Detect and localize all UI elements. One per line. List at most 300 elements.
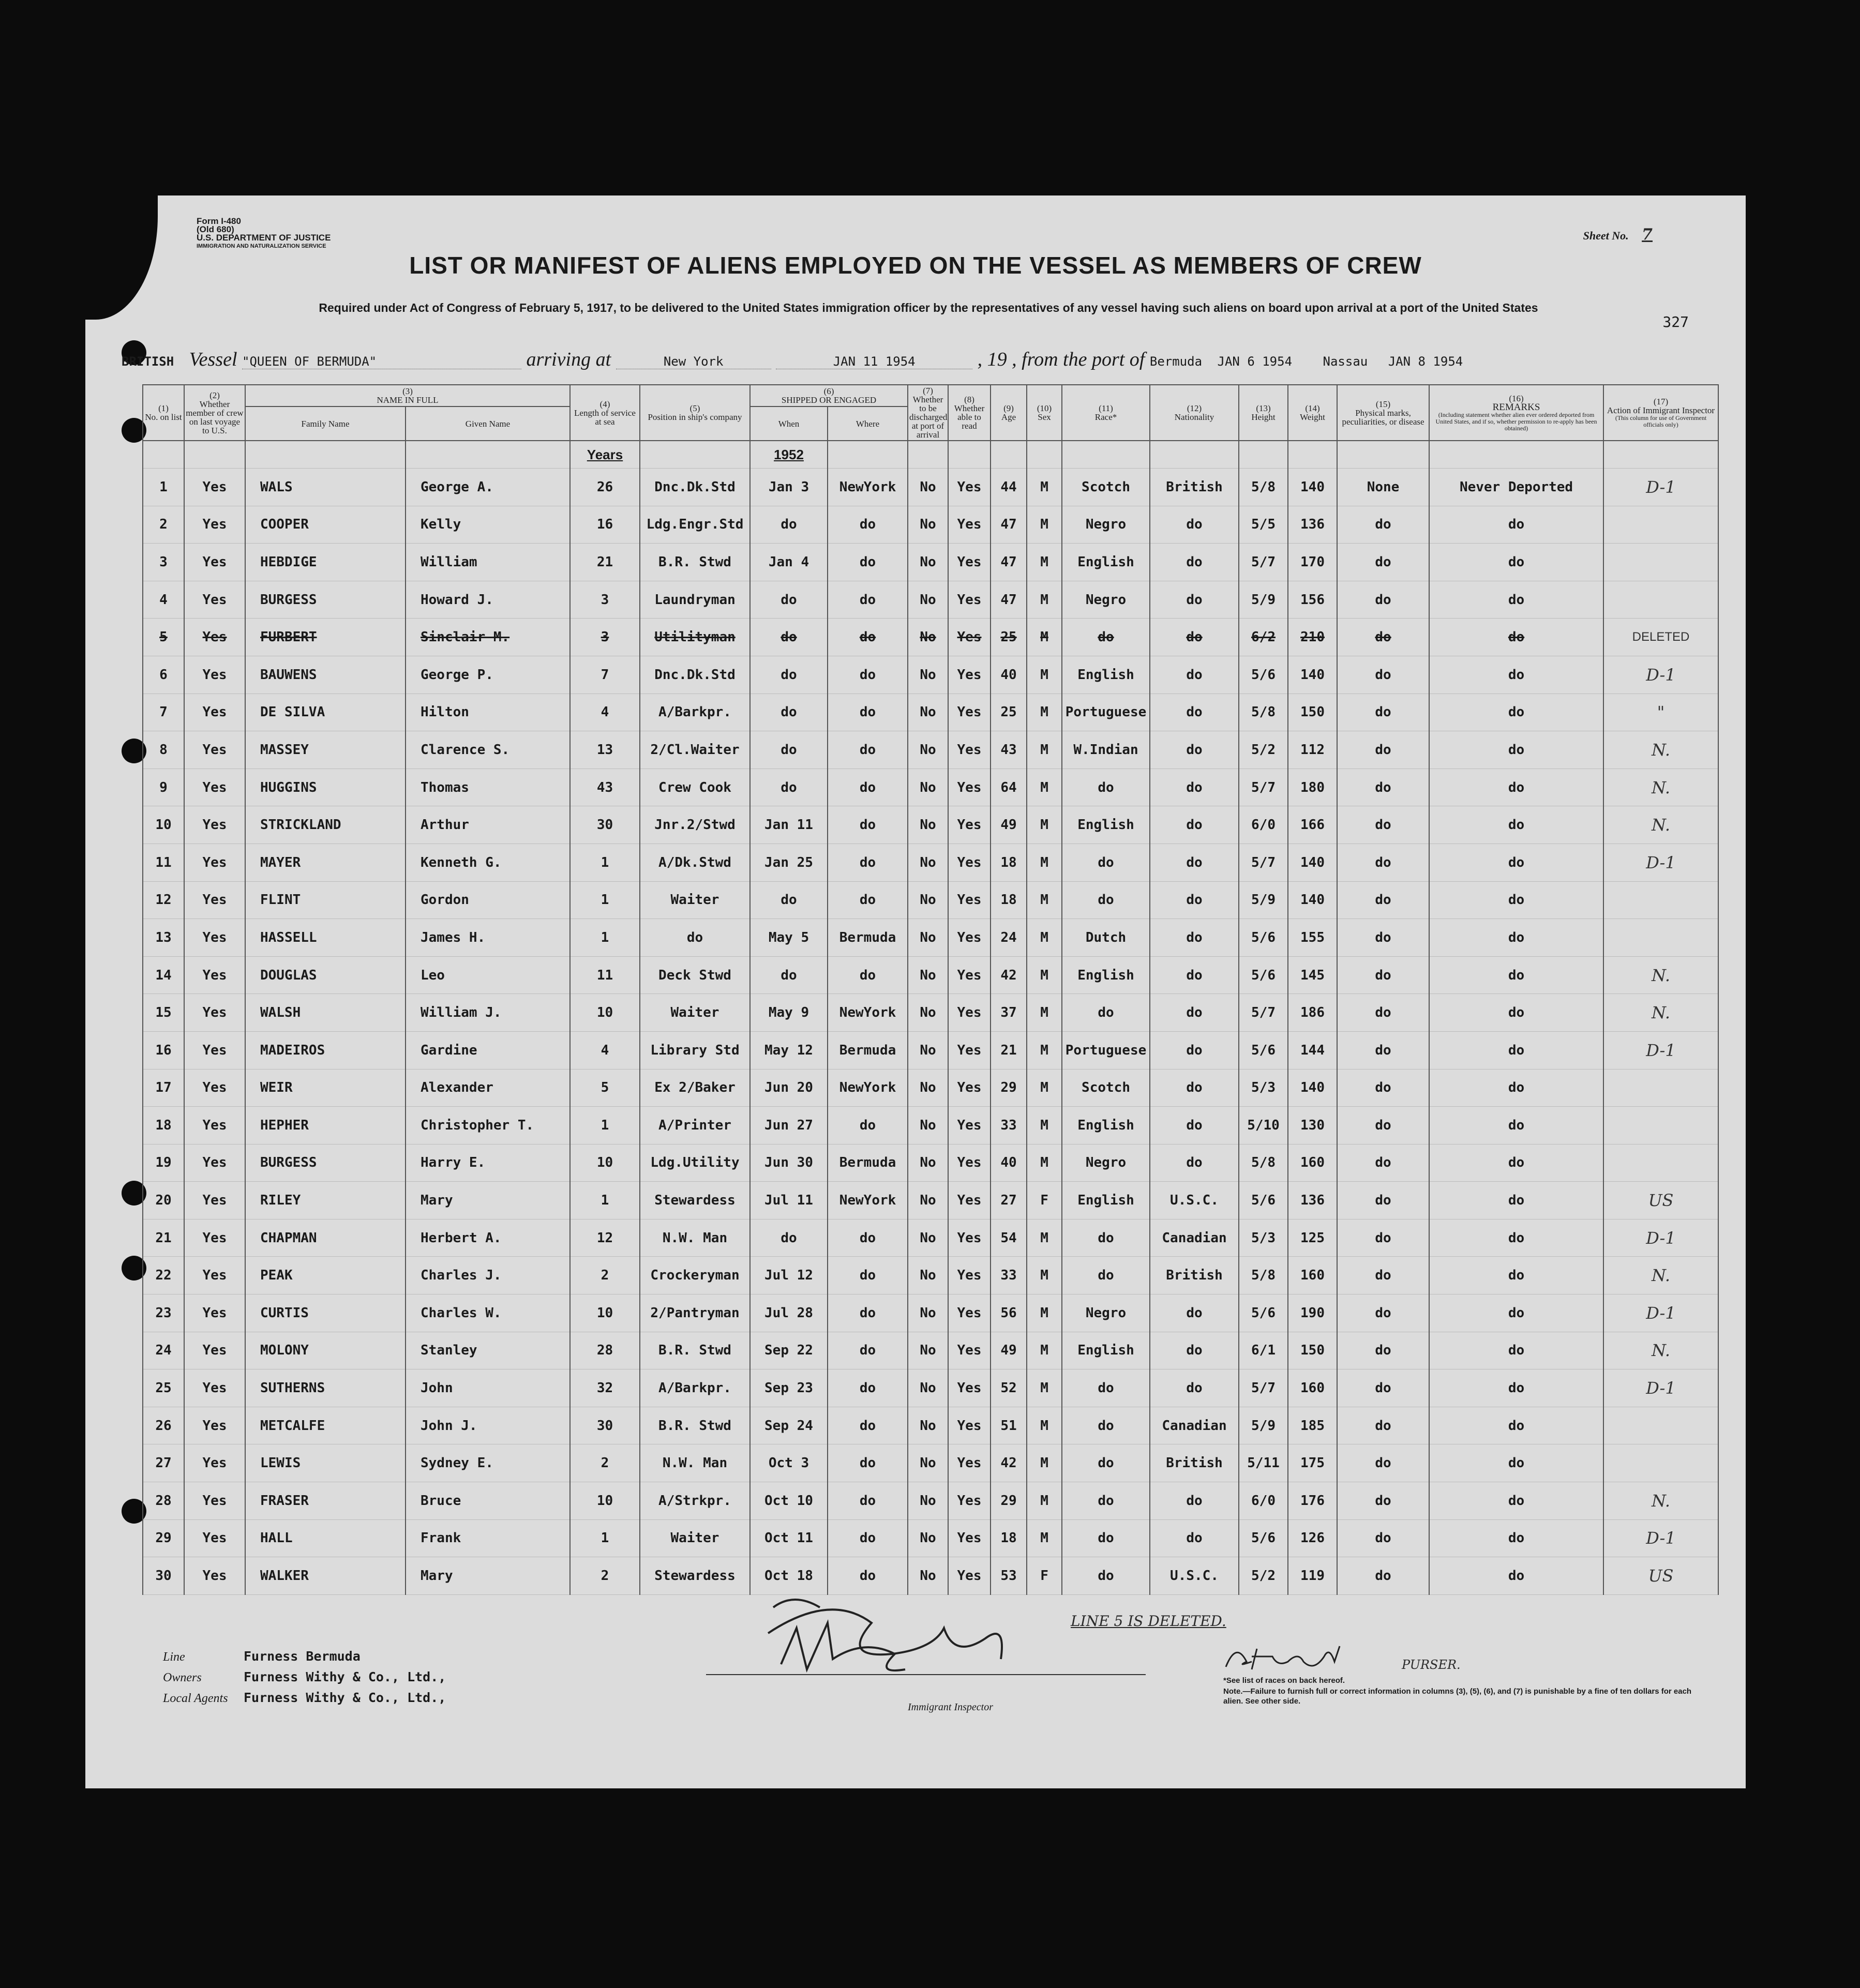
cell-weight: 180 <box>1288 769 1337 806</box>
cell-height: 6/0 <box>1239 806 1288 844</box>
cell-shipped-where: do <box>828 1369 908 1407</box>
cell-age: 43 <box>991 731 1027 769</box>
cell-crew-last-voyage: Yes <box>184 581 245 619</box>
cell-family-name: FURBERT <box>245 619 406 656</box>
cell-row-number: 2 <box>143 506 184 544</box>
cell-crew-last-voyage: Yes <box>184 1294 245 1332</box>
cell-age: 53 <box>991 1557 1027 1595</box>
cell-age: 40 <box>991 656 1027 694</box>
cell-crew-last-voyage: Yes <box>184 994 245 1032</box>
cell-physical-marks: None <box>1337 469 1429 506</box>
cell-sex: M <box>1027 956 1062 994</box>
cell-sex: M <box>1027 1482 1062 1520</box>
cell-to-be-discharged: No <box>908 1482 948 1520</box>
cell-position: Stewardess <box>640 1557 750 1595</box>
cell-physical-marks: do <box>1337 1069 1429 1107</box>
years-label: Years <box>570 441 640 469</box>
cell-race: Dutch <box>1062 919 1150 957</box>
cell-remarks: do <box>1429 1557 1603 1595</box>
cell-row-number: 29 <box>143 1519 184 1557</box>
cell-row-number: 25 <box>143 1369 184 1407</box>
cell-height: 5/6 <box>1239 1182 1288 1219</box>
cell-crew-last-voyage: Yes <box>184 881 245 919</box>
cell-shipped-where: do <box>828 1444 908 1482</box>
cell-inspector-action: DELETED <box>1603 619 1718 656</box>
cell-remarks: do <box>1429 581 1603 619</box>
cell-inspector-action <box>1603 1407 1718 1444</box>
cell-weight: 125 <box>1288 1219 1337 1257</box>
cell-given-name: James H. <box>406 919 570 957</box>
cell-physical-marks: do <box>1337 581 1429 619</box>
table-row <box>143 1219 1718 1257</box>
cell-given-name: Sydney E. <box>406 1444 570 1482</box>
cell-to-be-discharged: No <box>908 1144 948 1182</box>
cell-crew-last-voyage: Yes <box>184 1182 245 1219</box>
cell-physical-marks: do <box>1337 544 1429 581</box>
cell-shipped-where: Bermuda <box>828 1031 908 1069</box>
cell-height: 5/2 <box>1239 1557 1288 1595</box>
cell-age: 47 <box>991 506 1027 544</box>
cell-row-number: 11 <box>143 844 184 881</box>
cell-remarks: do <box>1429 1257 1603 1294</box>
cell-position: 2/Cl.Waiter <box>640 731 750 769</box>
cell-family-name: CHAPMAN <box>245 1219 406 1257</box>
cell-nationality: do <box>1150 694 1239 731</box>
cell-nationality: do <box>1150 1369 1239 1407</box>
cell-nationality: do <box>1150 1031 1239 1069</box>
cell-shipped-where: NewYork <box>828 469 908 506</box>
cell-able-to-read: Yes <box>948 1332 991 1369</box>
cell-crew-last-voyage: Yes <box>184 1069 245 1107</box>
cell-shipped-where: do <box>828 1407 908 1444</box>
col-no: (1) No. on list <box>143 385 184 441</box>
cell-physical-marks: do <box>1337 1444 1429 1482</box>
cell-able-to-read: Yes <box>948 1369 991 1407</box>
cell-able-to-read: Yes <box>948 806 991 844</box>
cell-row-number: 8 <box>143 731 184 769</box>
cell-weight: 150 <box>1288 1332 1337 1369</box>
cell-position: Crew Cook <box>640 769 750 806</box>
table-row <box>143 694 1718 731</box>
cell-family-name: WEIR <box>245 1069 406 1107</box>
cell-inspector-action: N. <box>1603 956 1718 994</box>
cell-shipped-when: do <box>750 731 828 769</box>
cell-nationality: do <box>1150 806 1239 844</box>
table-row <box>143 731 1718 769</box>
cell-given-name: Arthur <box>406 806 570 844</box>
cell-age: 18 <box>991 844 1027 881</box>
cell-shipped-when: Jun 27 <box>750 1107 828 1144</box>
cell-family-name: LEWIS <box>245 1444 406 1482</box>
cell-shipped-where: do <box>828 1294 908 1332</box>
cell-family-name: HEBDIGE <box>245 544 406 581</box>
cell-given-name: Leo <box>406 956 570 994</box>
cell-to-be-discharged: No <box>908 506 948 544</box>
cell-weight: 140 <box>1288 844 1337 881</box>
cell-age: 21 <box>991 1031 1027 1069</box>
cell-age: 18 <box>991 1519 1027 1557</box>
cell-nationality: do <box>1150 1069 1239 1107</box>
cell-row-number: 6 <box>143 656 184 694</box>
cell-height: 5/6 <box>1239 1519 1288 1557</box>
table-row <box>143 544 1718 581</box>
cell-shipped-when: Oct 3 <box>750 1444 828 1482</box>
cell-crew-last-voyage: Yes <box>184 731 245 769</box>
cell-remarks: do <box>1429 994 1603 1032</box>
cell-physical-marks: do <box>1337 694 1429 731</box>
cell-crew-last-voyage: Yes <box>184 956 245 994</box>
cell-shipped-where: do <box>828 694 908 731</box>
cell-height: 5/9 <box>1239 881 1288 919</box>
cell-to-be-discharged: No <box>908 1557 948 1595</box>
cell-race: Portuguese <box>1062 694 1150 731</box>
cell-position: Crockeryman <box>640 1257 750 1294</box>
cell-given-name: Mary <box>406 1557 570 1595</box>
cell-weight: 190 <box>1288 1294 1337 1332</box>
table-row <box>143 1182 1718 1219</box>
cell-row-number: 23 <box>143 1294 184 1332</box>
table-row <box>143 1407 1718 1444</box>
cell-length-of-service: 26 <box>570 469 640 506</box>
cell-age: 51 <box>991 1407 1027 1444</box>
cell-able-to-read: Yes <box>948 1294 991 1332</box>
table-row <box>143 506 1718 544</box>
cell-shipped-where: do <box>828 956 908 994</box>
cell-remarks: do <box>1429 731 1603 769</box>
cell-race: Negro <box>1062 1144 1150 1182</box>
cell-given-name: Harry E. <box>406 1144 570 1182</box>
cell-inspector-action <box>1603 1144 1718 1182</box>
cell-height: 5/7 <box>1239 844 1288 881</box>
cell-physical-marks: do <box>1337 844 1429 881</box>
cell-shipped-when: May 12 <box>750 1031 828 1069</box>
table-row <box>143 956 1718 994</box>
cell-height: 5/7 <box>1239 544 1288 581</box>
cell-shipped-where: NewYork <box>828 1069 908 1107</box>
cell-family-name: WALS <box>245 469 406 506</box>
cell-race: do <box>1062 1557 1150 1595</box>
col-marks: (15) Physical marks, peculiarities, or disease <box>1337 385 1429 441</box>
cell-length-of-service: 1 <box>570 881 640 919</box>
cell-sex: M <box>1027 1107 1062 1144</box>
cell-age: 47 <box>991 581 1027 619</box>
cell-weight: 155 <box>1288 919 1337 957</box>
cell-crew-last-voyage: Yes <box>184 619 245 656</box>
cell-inspector-action: D-1 <box>1603 844 1718 881</box>
cell-height: 6/2 <box>1239 619 1288 656</box>
cell-crew-last-voyage: Yes <box>184 469 245 506</box>
cell-physical-marks: do <box>1337 1144 1429 1182</box>
cell-position: Dnc.Dk.Std <box>640 469 750 506</box>
cell-length-of-service: 1 <box>570 844 640 881</box>
cell-weight: 140 <box>1288 469 1337 506</box>
cell-shipped-where: do <box>828 769 908 806</box>
cell-sex: M <box>1027 581 1062 619</box>
cell-length-of-service: 3 <box>570 619 640 656</box>
cell-race: Scotch <box>1062 1069 1150 1107</box>
cell-row-number: 22 <box>143 1257 184 1294</box>
cell-able-to-read: Yes <box>948 1144 991 1182</box>
cell-age: 33 <box>991 1257 1027 1294</box>
cell-weight: 130 <box>1288 1107 1337 1144</box>
cell-nationality: British <box>1150 1444 1239 1482</box>
cell-position: do <box>640 919 750 957</box>
cell-sex: M <box>1027 919 1062 957</box>
cell-length-of-service: 1 <box>570 1107 640 1144</box>
cell-able-to-read: Yes <box>948 956 991 994</box>
cell-inspector-action: D-1 <box>1603 1294 1718 1332</box>
cell-position: Dnc.Dk.Std <box>640 656 750 694</box>
cell-height: 5/6 <box>1239 656 1288 694</box>
races-note: *See list of races on back hereof. <box>1223 1676 1345 1685</box>
cell-given-name: Thomas <box>406 769 570 806</box>
cell-length-of-service: 3 <box>570 581 640 619</box>
cell-shipped-where: do <box>828 1332 908 1369</box>
cell-position: A/Dk.Stwd <box>640 844 750 881</box>
cell-weight: 185 <box>1288 1407 1337 1444</box>
cell-shipped-when: do <box>750 956 828 994</box>
cell-to-be-discharged: No <box>908 1519 948 1557</box>
cell-length-of-service: 30 <box>570 1407 640 1444</box>
cell-remarks: do <box>1429 1294 1603 1332</box>
cell-family-name: STRICKLAND <box>245 806 406 844</box>
cell-given-name: Christopher T. <box>406 1107 570 1144</box>
cell-given-name: Herbert A. <box>406 1219 570 1257</box>
cell-row-number: 18 <box>143 1107 184 1144</box>
table-row <box>143 769 1718 806</box>
cell-race: Negro <box>1062 581 1150 619</box>
cell-physical-marks: do <box>1337 1519 1429 1557</box>
col-height: (13) Height <box>1239 385 1288 441</box>
arrival-date-stamp: JAN 11 1954 <box>776 354 972 369</box>
cell-length-of-service: 28 <box>570 1332 640 1369</box>
table-row <box>143 1482 1718 1520</box>
cell-weight: 166 <box>1288 806 1337 844</box>
cell-given-name: Alexander <box>406 1069 570 1107</box>
cell-race: Portuguese <box>1062 1031 1150 1069</box>
cell-race: do <box>1062 1482 1150 1520</box>
cell-row-number: 14 <box>143 956 184 994</box>
cell-able-to-read: Yes <box>948 694 991 731</box>
cell-shipped-where: do <box>828 1257 908 1294</box>
cell-family-name: DE SILVA <box>245 694 406 731</box>
crew-table <box>142 384 1719 1595</box>
cell-remarks: do <box>1429 1407 1603 1444</box>
col-weight: (14) Weight <box>1288 385 1337 441</box>
cell-crew-last-voyage: Yes <box>184 694 245 731</box>
cell-inspector-action <box>1603 1444 1718 1482</box>
cell-shipped-when: do <box>750 506 828 544</box>
cell-family-name: MAYER <box>245 844 406 881</box>
cell-inspector-action: D-1 <box>1603 1519 1718 1557</box>
cell-length-of-service: 1 <box>570 1182 640 1219</box>
cell-length-of-service: 11 <box>570 956 640 994</box>
cell-given-name: Hilton <box>406 694 570 731</box>
cell-race: English <box>1062 956 1150 994</box>
cell-able-to-read: Yes <box>948 1482 991 1520</box>
cell-weight: 119 <box>1288 1557 1337 1595</box>
col-nationality: (12) Nationality <box>1150 385 1239 441</box>
cell-to-be-discharged: No <box>908 656 948 694</box>
cell-length-of-service: 10 <box>570 1294 640 1332</box>
cell-position: 2/Pantryman <box>640 1294 750 1332</box>
cell-weight: 145 <box>1288 956 1337 994</box>
cell-inspector-action: D-1 <box>1603 1369 1718 1407</box>
cell-length-of-service: 7 <box>570 656 640 694</box>
cell-nationality: do <box>1150 1519 1239 1557</box>
cell-shipped-when: Jan 4 <box>750 544 828 581</box>
cell-race: Negro <box>1062 1294 1150 1332</box>
cell-remarks: do <box>1429 1107 1603 1144</box>
footer-note: Note.—Failure to furnish full or correct information in columns (3), (5), (6), and (7) is punishable by a fine of ten dollars for each alien. See other side. <box>1223 1687 1692 1706</box>
cell-row-number: 30 <box>143 1557 184 1595</box>
cell-remarks: do <box>1429 1069 1603 1107</box>
cell-race: do <box>1062 1444 1150 1482</box>
cell-age: 47 <box>991 544 1027 581</box>
cell-family-name: HALL <box>245 1519 406 1557</box>
cell-shipped-when: do <box>750 656 828 694</box>
cell-crew-last-voyage: Yes <box>184 1219 245 1257</box>
cell-able-to-read: Yes <box>948 1257 991 1294</box>
cell-shipped-where: do <box>828 806 908 844</box>
cell-weight: 150 <box>1288 694 1337 731</box>
cell-shipped-where: do <box>828 1482 908 1520</box>
cell-race: do <box>1062 994 1150 1032</box>
cell-physical-marks: do <box>1337 769 1429 806</box>
table-row <box>143 1257 1718 1294</box>
cell-height: 5/6 <box>1239 956 1288 994</box>
cell-inspector-action <box>1603 1069 1718 1107</box>
cell-family-name: BAUWENS <box>245 656 406 694</box>
cell-nationality: Canadian <box>1150 1407 1239 1444</box>
cell-shipped-when: Sep 23 <box>750 1369 828 1407</box>
cell-shipped-where: do <box>828 731 908 769</box>
cell-sex: M <box>1027 1369 1062 1407</box>
cell-given-name: Clarence S. <box>406 731 570 769</box>
cell-shipped-when: Jan 3 <box>750 469 828 506</box>
cell-remarks: do <box>1429 1219 1603 1257</box>
cell-weight: 126 <box>1288 1519 1337 1557</box>
cell-row-number: 15 <box>143 994 184 1032</box>
cell-inspector-action <box>1603 881 1718 919</box>
cell-physical-marks: do <box>1337 656 1429 694</box>
cell-inspector-action: N. <box>1603 731 1718 769</box>
cell-row-number: 17 <box>143 1069 184 1107</box>
cell-weight: 186 <box>1288 994 1337 1032</box>
cell-length-of-service: 1 <box>570 919 640 957</box>
cell-position: B.R. Stwd <box>640 1407 750 1444</box>
cell-to-be-discharged: No <box>908 469 948 506</box>
cell-row-number: 3 <box>143 544 184 581</box>
cell-to-be-discharged: No <box>908 1294 948 1332</box>
cell-shipped-where: do <box>828 1557 908 1595</box>
cell-to-be-discharged: No <box>908 694 948 731</box>
cell-remarks: do <box>1429 1444 1603 1482</box>
cell-length-of-service: 2 <box>570 1557 640 1595</box>
table-row <box>143 656 1718 694</box>
cell-row-number: 7 <box>143 694 184 731</box>
table-row <box>143 581 1718 619</box>
cell-physical-marks: do <box>1337 1257 1429 1294</box>
cell-row-number: 5 <box>143 619 184 656</box>
cell-inspector-action: N. <box>1603 769 1718 806</box>
cell-to-be-discharged: No <box>908 581 948 619</box>
cell-shipped-where: do <box>828 506 908 544</box>
cell-given-name: Stanley <box>406 1332 570 1369</box>
cell-inspector-action: D-1 <box>1603 1031 1718 1069</box>
table-row <box>143 806 1718 844</box>
cell-remarks: do <box>1429 1031 1603 1069</box>
cell-sex: F <box>1027 1182 1062 1219</box>
cell-age: 29 <box>991 1482 1027 1520</box>
cell-given-name: William <box>406 544 570 581</box>
cell-inspector-action: US <box>1603 1557 1718 1595</box>
cell-shipped-when: do <box>750 881 828 919</box>
cell-row-number: 16 <box>143 1031 184 1069</box>
table-row <box>143 1144 1718 1182</box>
cell-shipped-when: Oct 10 <box>750 1482 828 1520</box>
cell-inspector-action: D-1 <box>1603 1219 1718 1257</box>
cell-shipped-where: do <box>828 544 908 581</box>
cell-position: Library Std <box>640 1031 750 1069</box>
cell-remarks: do <box>1429 1182 1603 1219</box>
cell-length-of-service: 10 <box>570 1144 640 1182</box>
table-row <box>143 1031 1718 1069</box>
cell-height: 5/7 <box>1239 994 1288 1032</box>
cell-able-to-read: Yes <box>948 544 991 581</box>
cell-shipped-when: do <box>750 619 828 656</box>
cell-inspector-action: N. <box>1603 806 1718 844</box>
cell-physical-marks: do <box>1337 1182 1429 1219</box>
cell-sex: M <box>1027 881 1062 919</box>
cell-weight: 144 <box>1288 1031 1337 1069</box>
cell-length-of-service: 10 <box>570 1482 640 1520</box>
cell-physical-marks: do <box>1337 619 1429 656</box>
cell-length-of-service: 21 <box>570 544 640 581</box>
cell-sex: M <box>1027 506 1062 544</box>
cell-age: 52 <box>991 1369 1027 1407</box>
cell-shipped-when: Jan 11 <box>750 806 828 844</box>
cell-shipped-when: Jul 11 <box>750 1182 828 1219</box>
cell-nationality: do <box>1150 1294 1239 1332</box>
cell-shipped-when: Oct 18 <box>750 1557 828 1595</box>
cell-nationality: do <box>1150 844 1239 881</box>
cell-remarks: do <box>1429 956 1603 994</box>
cell-family-name: METCALFE <box>245 1407 406 1444</box>
cell-crew-last-voyage: Yes <box>184 1257 245 1294</box>
cell-nationality: do <box>1150 881 1239 919</box>
table-row <box>143 844 1718 881</box>
table-row <box>143 1332 1718 1369</box>
cell-race: do <box>1062 1219 1150 1257</box>
cell-shipped-when: Oct 11 <box>750 1519 828 1557</box>
cell-sex: M <box>1027 1444 1062 1482</box>
cell-position: B.R. Stwd <box>640 544 750 581</box>
cell-to-be-discharged: No <box>908 731 948 769</box>
cell-family-name: MOLONY <box>245 1332 406 1369</box>
cell-weight: 210 <box>1288 619 1337 656</box>
cell-sex: M <box>1027 619 1062 656</box>
cell-shipped-when: do <box>750 581 828 619</box>
cell-remarks: do <box>1429 1144 1603 1182</box>
cell-able-to-read: Yes <box>948 656 991 694</box>
col-shipped: (6) SHIPPED OR ENGAGED <box>750 385 908 406</box>
cell-row-number: 10 <box>143 806 184 844</box>
table-row <box>143 1519 1718 1557</box>
col-when: When <box>750 406 828 441</box>
cell-nationality: do <box>1150 994 1239 1032</box>
cell-position: Utilityman <box>640 619 750 656</box>
